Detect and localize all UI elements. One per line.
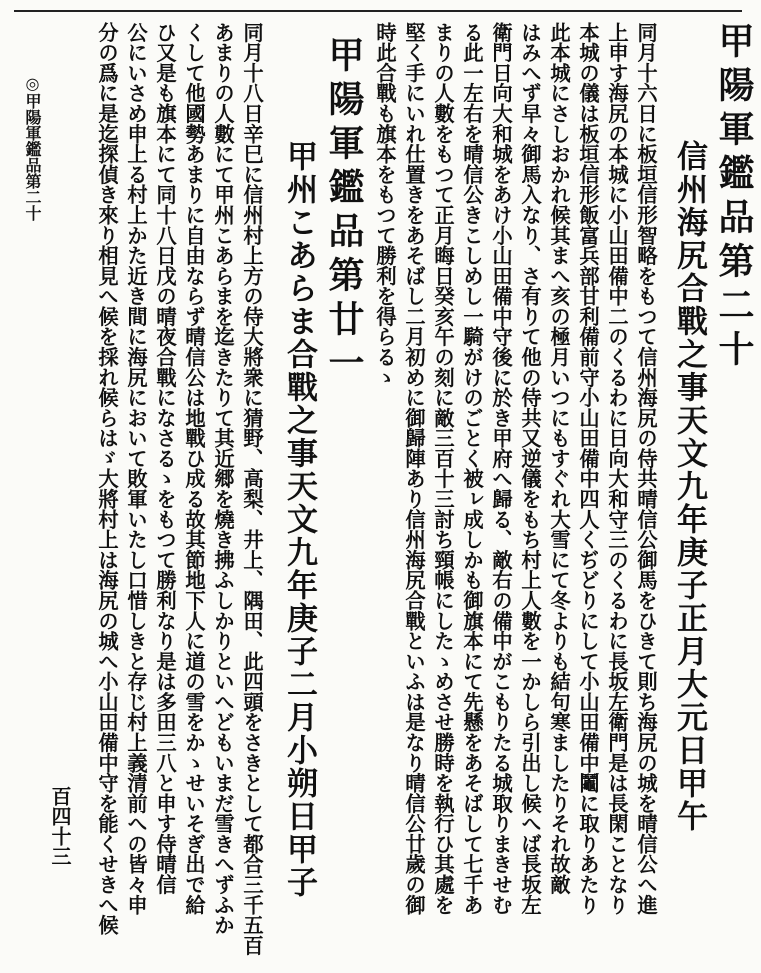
section21-line-4: ひ又是も旗本にて同十八日戊の晴夜合戰になさるゝをもつて勝利なり是は多田三八と申す侍晴信 [153,22,177,895]
section20-line-5: はみへず早々御馬入なり、さ有りて他の侍共又逆儀をもち村上人數を一かしら引出し候へば長坂左 [518,22,542,915]
section21-heading: 甲陽軍鑑品第廿一 [323,36,365,388]
section20-line-6: 衛門日向大和城をあけ小山田備中守後に於き甲府へ歸る、敵右の備中がこもりたる城取りまきせむ [489,22,513,915]
page-number: 百四十三 [48,786,72,866]
section20-line-10: 時此合戰も旗本をもつて勝利を得らるゝ [373,22,397,388]
section21-line-5: 公にいさめ申上る村上かた近き間に海尻において敗軍いたし口惜しきと存じ村上義清前への皆々申 [124,22,148,915]
section20-line-7: る此一左右を晴信公きこしめし一騎がけのごとく被ㇾ成しかも御旗本にて先懸をあそばして七千あ [460,22,484,915]
section20-line-2: 上申す海尻の本城に小山田備中二のくるわに日向大和守三のくるわに長坂左衛門是は長閑ことなり [605,22,629,915]
section20-line-1: 同月十六日に板垣信形智略をもつて信州海尻の侍共晴信公御馬をひきて則ち海尻の城を晴信公へ進 [634,22,658,915]
section21-line-2: あまりの人數にて甲州こあらまを迄きたりて其近郷を燒き拂ふしかりといへどもいまだ雪きへずふか [211,22,235,936]
section20-line-3: 本城の儀は板垣信形飯富兵部甘利備前守小山田備中四人くぢどりにして小山田備中鬮に取りあたり [576,22,600,915]
section21-line-3: くして他國勢あまりに自由ならず晴信公は地戰ひ成る故其節地下人に道の雪をかゝせいそぎ出で給 [182,22,206,915]
section20-line-4: 此本城にさしおかれ候其まへ亥の極月いつにもすぐれ大雪にて冬よりも結句寒ましたりそれ故敵 [547,22,571,895]
running-title: ◎甲陽軍鑑品第二十 [23,74,42,221]
section20-line-9: 堅く手にいれ仕置きをあそばし二月初めに御歸陣あり信州海尻合戰といふは是なり晴信公廿歲の御 [402,22,426,915]
section20-subheading: 信州海尻合戰之事天文九年庚子正月大元日甲午 [671,140,707,833]
section20-heading: 甲陽軍鑑品第二十 [713,22,755,374]
section21-subheading: 甲州こあらま合戰之事天文九年庚子二月小朔日甲子 [281,140,317,899]
section20-line-8: まりの人數をもつて正月晦日癸亥午の刻に敵三百十三討ち頸帳にしたゝめさせ勝時を執行ひ其處を [431,22,455,915]
section21-line-6: 分の爲に是迄探偵き來り相見へ候を採れ候らはゞ大將村上は海尻の城へ小山田備中守を能くせきへ候 [95,22,119,936]
section21-line-1: 同月十八日辛巳に信州村上方の侍大將衆に猜野、高梨、井上、隅田、此四頭をさきとして都合三千五百 [240,22,264,956]
top-rule [14,10,742,12]
